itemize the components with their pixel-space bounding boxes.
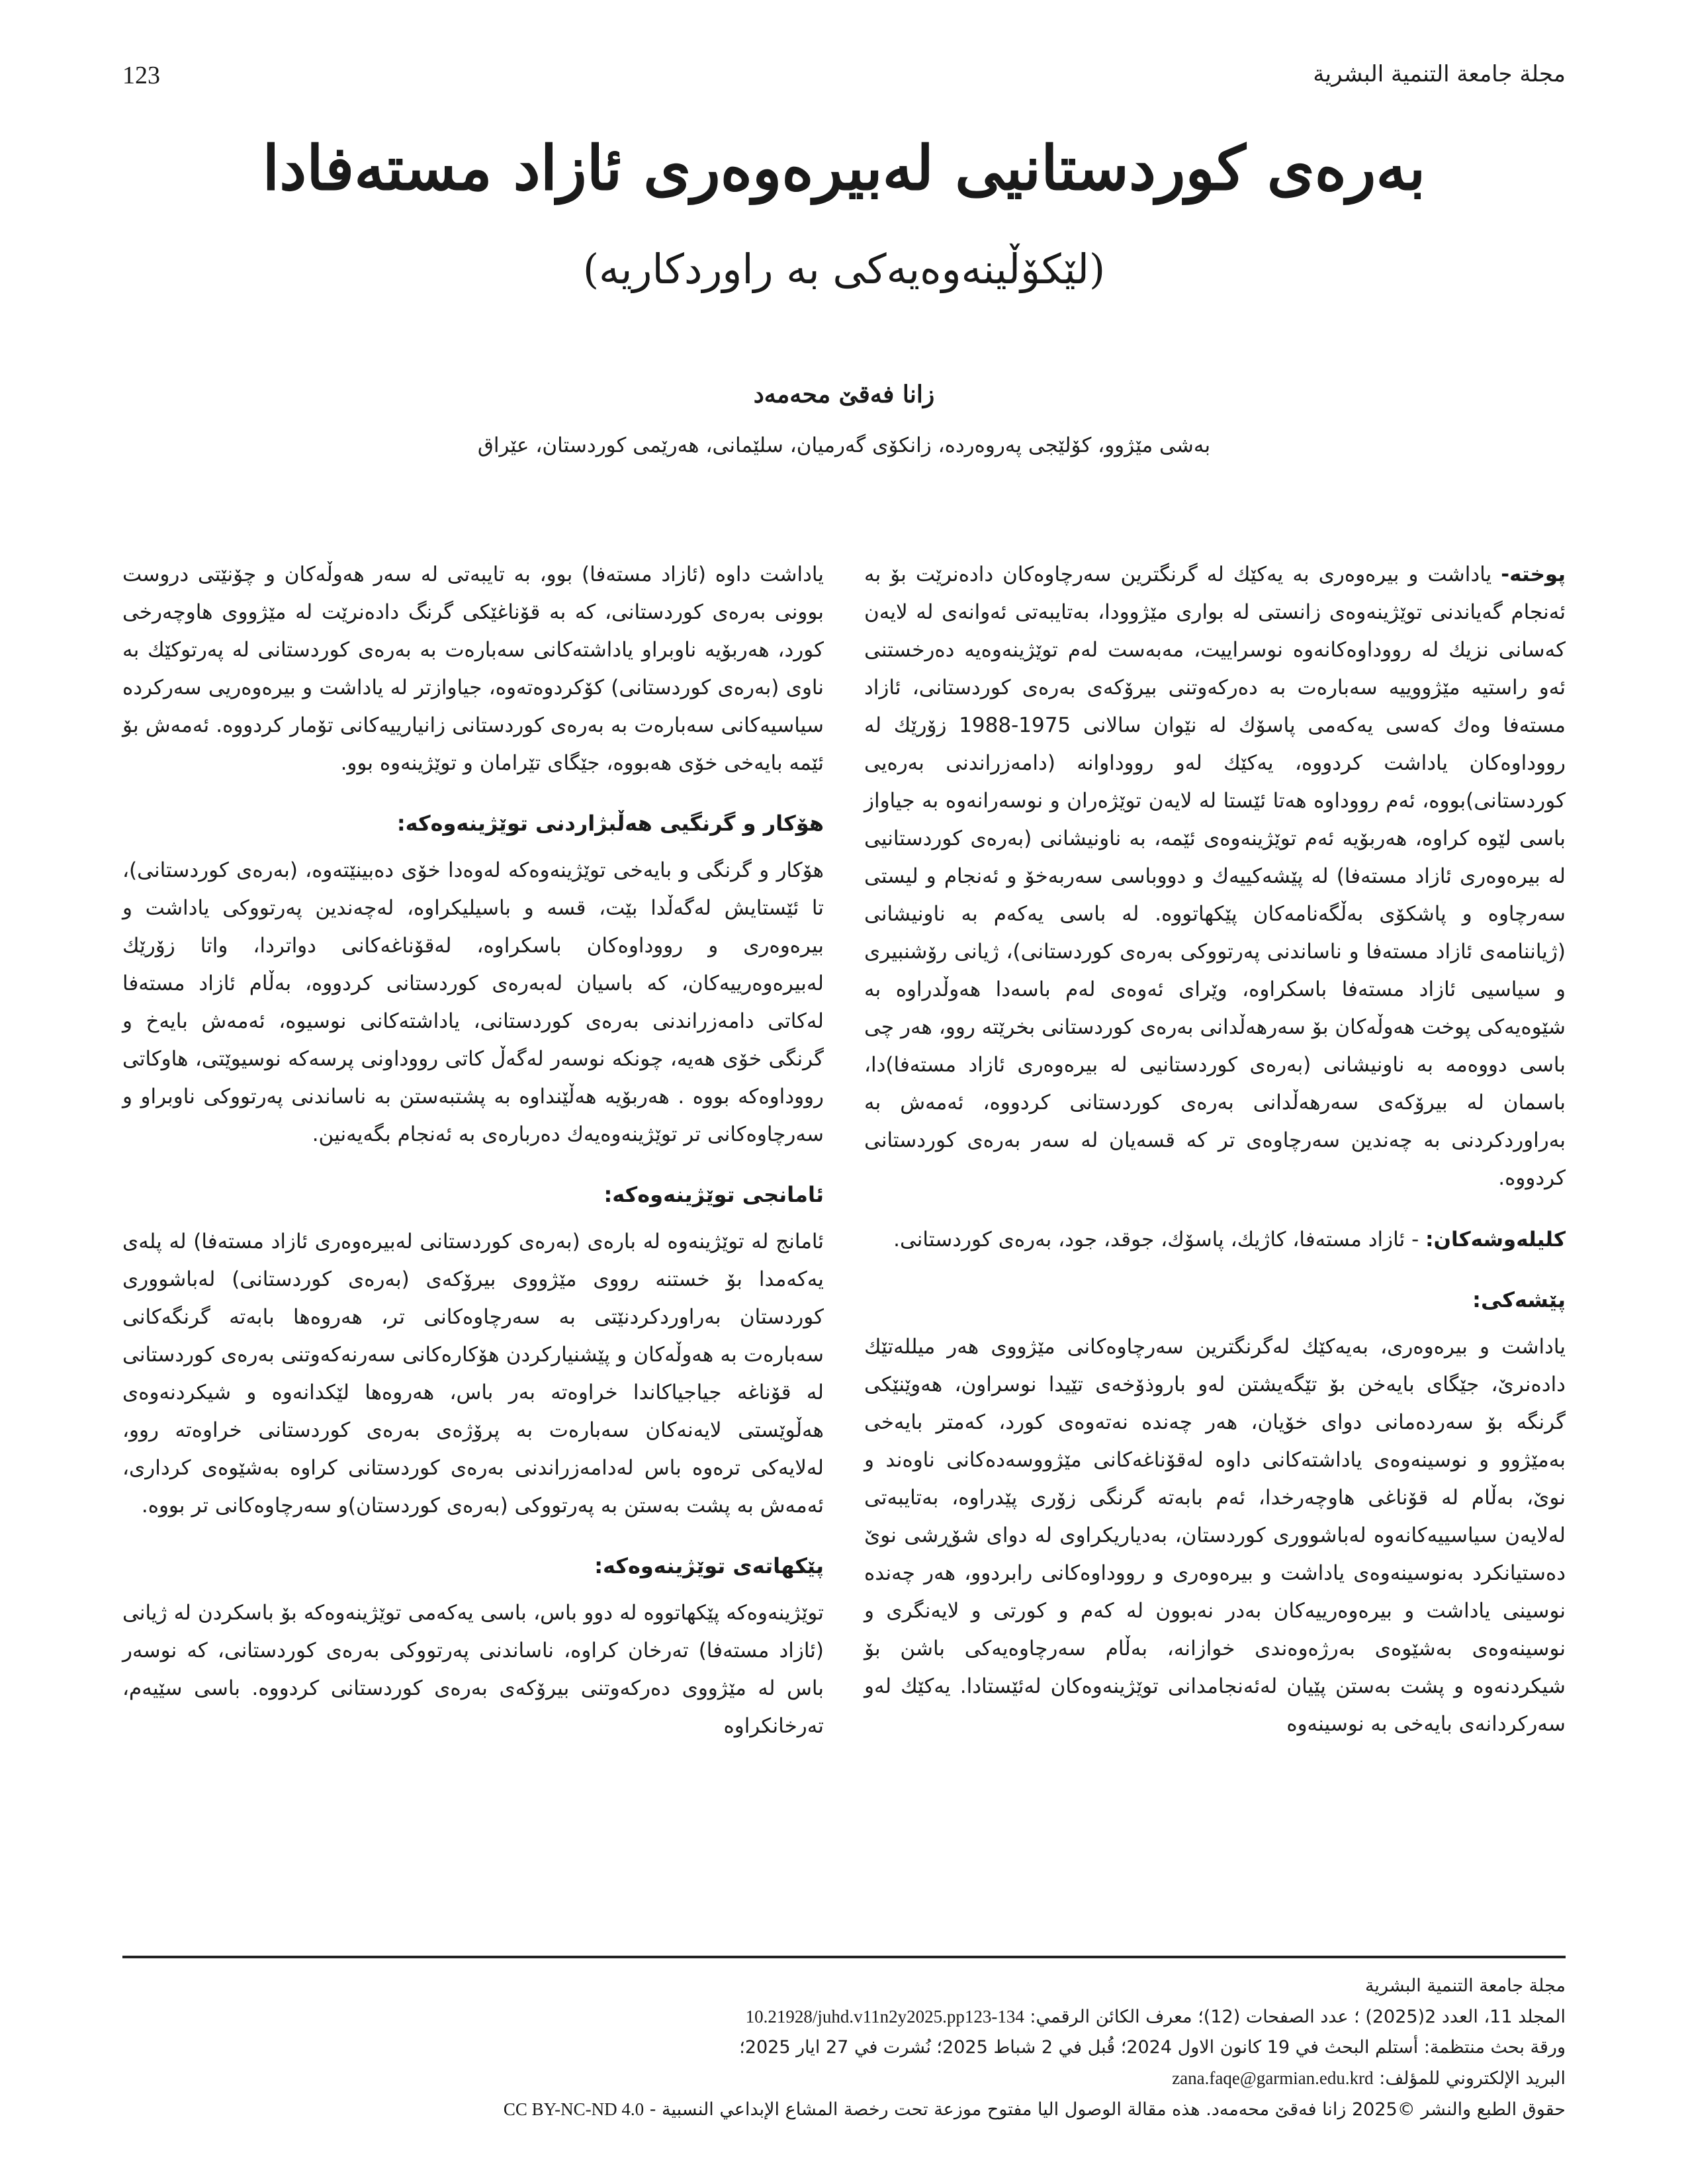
reasons-heading: هۆکار و گرنگیی هەڵبژاردنی توێژینەوەکە: <box>396 811 824 836</box>
footer <box>122 1971 1566 2125</box>
article-title: بەرەی کوردستانیی لەبیرەوەری ئازاد مستەفادا <box>262 132 1426 204</box>
abstract-text: یاداشت و بیرەوەری بە یەکێك لە گرنگترین سەرچاوەکان دادەنرێت بۆ بە ئەنجام گەیاندنی توێژینەوەی زانستی لە بواری مێژوودا، بەتایبەتی ئەوانەی لە لایەن کەسانی نزیك لە رووداوەکانەوە نوسراییت، مەبەست لەم توێژینەوەیە دەرخستنی ئەو راستیە مێژووییە سەبارەت بە دەرکەوتنی بیرۆکەی بەرەی کوردستانی، ئازاد مستەفا وەك کەسی یەکەمی پاسۆك لە نێوان سالانی 1975-1988 زۆرێك لە رووداوەکان یاداشت کردووە، یەکێك لەو رووداوانە (دامەزراندنی بەرەیی کوردستانی)بووە، ئەم رووداوە هەتا ئێستا لە لایەن توێژەران و نوسەرانەوە بە جیاواز باسی لێوە کراوە، هەربۆیە ئەم توێژینەوەی ئێمە، بە ناونیشانی (بەرەی کوردستانیی لە بیرەوەری ئازاد مستەفا) لە پێشەکییەك و دووباسی سەربەخۆ و ئەنجام و لیستی سەرچاوە و پاشکۆی بەڵگەنامەکان پێکهاتووە. لە باسی یەکەم بە ناونیشانی (ژیاننامەی ئازاد مستەفا و ناساندنی پەرتووکی بەرەی کوردستانی)، ژیانی رۆشنبیری و سیاسیی ئازاد مستەفا باسکراوە، وێرای ئەوەی لەم باسەدا هەوڵدراوە بە شێوەیەکی پوخت هەوڵەکان بۆ سەرهەڵدانی بەرەی کوردستانی بخرێتە روو، هەر چی باسی دووەمە بە ناونیشانی (بەرەی کوردستانیی لە بیرەوەری ئازاد مستەفا)دا، باسمان لە بیرۆکەی سەرهەڵدانی بەرەی کوردستانی کردووە، ئەمەش بە بەراوردکردنی بە چەندین سەرچاوەی تر کە قسەیان لە سەر بەرەی کوردستانی کردووە. <box>864 563 1566 1190</box>
footer-email-line <box>122 2063 1566 2094</box>
footer-journal: مجلة جامعة التنمية البشرية <box>1364 1976 1566 1996</box>
author-affiliation: بەشی مێژوو، کۆلێجی پەروەردە، زانکۆی گەرمیان، سلێمانی، هەرێمی کوردستان، عێراق <box>477 433 1211 457</box>
doi-link[interactable]: 10.21928/juhd.v11n2y2025.pp123-134 <box>745 2007 1024 2026</box>
reasons-text: هۆکار و گرنگی و بایەخی توێژینەوەکە لەوەدا خۆی دەبینێتەوە، (بەرەی کوردستانی)، تا ئێستایش لەگەڵدا بێت، قسە و باسیلیکراوە، لەچەندین پەرتووکی یاداشت و بیرەوەری و رووداوەکان باسکراوە، لەقۆناغەکانی دواتردا، واتا زۆرێك لەبیرەوەرییەکان، کە باسیان لەبەرەی کوردستانی کردووە، بەڵام ئازاد مستەفا لەکاتی دامەزراندنی بەرەی کوردستانی، یاداشتەکانی نوسیوە، ئەمەش بایەخ و گرنگی خۆی هەیە، چونکە نوسەر لەگەڵ کاتی رووداونی پرسەکە نوسیوێتی، هاوکاتی رووداوەکە بووە . هەربۆیە هەڵێنداوە بە پشتبەستن بە ناساندنی پەرتووکی ناوبراو و سەرچاوەکانی تر توێژینەوەیەك دەربارەی بە ئەنجام بگەیەنین. <box>122 858 824 1146</box>
footer-volume-line <box>122 2001 1566 2032</box>
keywords <box>864 1221 1566 1259</box>
aim-heading: ئامانجی توێژینەوەکە: <box>603 1182 824 1207</box>
footer-divider <box>122 1956 1566 1958</box>
page-number: 123 <box>122 62 160 89</box>
keywords-text: - ئازاد مستەفا، کاژیك، پاسۆك، جوقد، جود، بەرەی کوردستانی. <box>893 1228 1426 1251</box>
right-column <box>864 556 1566 1756</box>
structure-heading: پێکهاتەی توێژینەوەکە: <box>594 1553 824 1578</box>
footer-copyright <box>122 2094 1566 2125</box>
introduction-heading: پێشەکی: <box>1472 1287 1566 1312</box>
aim-text: ئامانج لە توێژینەوە لە بارەی (بەرەی کوردستانی لەبیرەوەری ئازاد مستەفا) لە پلەی یەکەمدا بۆ خستنە رووی مێژووی بیرۆکەی (بەرەی کوردستانی) لەباشووری کوردستان بەراوردکردنێتی بە سەرچاوەکانی تر، هەروەها بابەتە گرنگەکانی سەبارەت بە هەوڵەکان و پێشنیارکردن هۆکارەکانی سەرنەکەوتنی بەرەی کوردستانی لە قۆناغە جیاجیاکاندا خراوەتە بەر باس، هەروەها لێکدانەوە و شیکردنەوەی هەڵوێستی لایەنەکان سەبارەت بە پرۆژەی بەرەی کوردستانی خراوەتە روو، لەلایەکی ترەوە باس لەدامەزراندنی بەرەی کوردستانی کراوە بەشێوەی کرداری، ئەمەش بە پشت بەستن بە پەرتووکی (بەرەی کوردستان)و سەرچاوەکانی تر بووە. <box>122 1230 824 1518</box>
left-column <box>122 556 824 1758</box>
abstract-label: پوختە- <box>1501 563 1566 586</box>
abstract <box>864 556 1566 1197</box>
email-label: البريد الإلكتروني للمؤلف: <box>1373 2068 1566 2089</box>
keywords-label: کلیلەوشەکان: <box>1425 1228 1566 1251</box>
license-link[interactable]: CC BY-NC-ND 4.0 <box>503 2099 644 2119</box>
volume-info: المجلد 11، العدد 2(2025) ؛ عدد الصفحات (12)؛ معرف الكائن الرقمي: <box>1024 2007 1566 2027</box>
article-subtitle: (لێکۆڵینەوەیەکی بە راوردکاریە) <box>582 245 1106 293</box>
author-name: زانا فەقێ محەمەد <box>753 381 935 408</box>
introduction-continued: یاداشت داوە (ئازاد مستەفا) بوو، بە تایبەتی لە سەر هەوڵەکان و چۆنێتی دروست بوونی بەرەی کوردستانی، کە بە قۆناغێکی گرنگ دادەنرێت لە مێژووی هاوچەرخی کورد، هەربۆیە ناوبراو یاداشتەکانی سەبارەت بە بەرەی کوردستانی لە پەرتوکێك بە ناوی (بەرەی کوردستانی) کۆکردوەتەوە، جیاوازتر لە یاداشت و بیرەوەریی سەرکردە سیاسیەکانی سەبارەت بە بەرەی کوردستانی زانیارییەکانی تۆمار کردووە. ئەمەش بۆ ئێمە بایەخی خۆی هەبووە، جێگای تێرامان و توێژینەوە بوو. <box>122 563 824 775</box>
copyright-text: حقوق الطبع والنشر ©2025 زانا فەقێ محەمەد. هذه مقالة الوصول اليا مفتوح موزعة تحت رخصة المشاع الإبداعي النسبية - <box>644 2099 1566 2120</box>
introduction-text: یاداشت و بیرەوەری، بەیەکێك لەگرنگترین سەرچاوەکانی مێژووی هەر میللەتێك دادەنرێ، جێگای بایەخن بۆ تێگەیشتن لەو باروذۆخەی تێیدا نوسراون، هەوێنێکی گرنگە بۆ سەردەمانی دوای خۆیان، هەر چەندە نەتەوەی کورد، کەمتر بایەخی بەمێژوو و نوسینەوەی یاداشتەکانی داوە لەقۆناغەکانی مێژووسەدەکانی ناوەند و نوێ، بەڵام لە قۆناغی هاوچەرخدا، ئەم بابەتە گرنگی زۆری پێدراوە، بەتایبەتی لەلایەن سیاسییەکانەوە لەباشووری کوردستان، بەدیاریکراوی لە دوای شۆڕشی نوێ دەستیانکرد بەنوسینەوەی یاداشت و بیرەوەری و رووداوەکانی رابردوو، هەر چەندە نوسینی یاداشت و بیرەوەرییەکان بەدر نەبوون لە کەم و کورتی و لایەنگری و نوسینەوەی بەشێوەی بەرژەوەندی خوازانە، بەڵام سەرچاوەیەکی باشن بۆ شیکردنەوە و پشت بەستن پێیان لەئەنجامدانی توێژینەوەکان لەئێستادا. یەکێك لەو سەرکردانەی بایەخی بە نوسینەوە <box>864 1335 1566 1736</box>
author-email-link[interactable]: zana.faqe@garmian.edu.krd <box>1172 2068 1374 2088</box>
structure-text: توێژینەوەکە پێکهاتووە لە دوو باس، باسی یەکەمی توێژینەوەکە بۆ باسکردن لە ژیانی (ئازاد مستەفا) تەرخان کراوە، ناساندنی پەرتووکی بەرەی کوردستانی، کە نوسەر باس لە مێژووی دەرکەوتنی بیرۆکەی بەرەی کوردستانی کردووە. باسی سێیەم، تەرخانکراوە <box>122 1601 824 1738</box>
journal-header: مجلة جامعة التنمية البشرية <box>1313 61 1566 87</box>
footer-dates: ورقة بحث منتظمة: أستلم البحث في 19 كانون الاول 2024؛ قُبل في 2 شباط 2025؛ نُشرت في 27 ايار 2025؛ <box>739 2037 1566 2058</box>
